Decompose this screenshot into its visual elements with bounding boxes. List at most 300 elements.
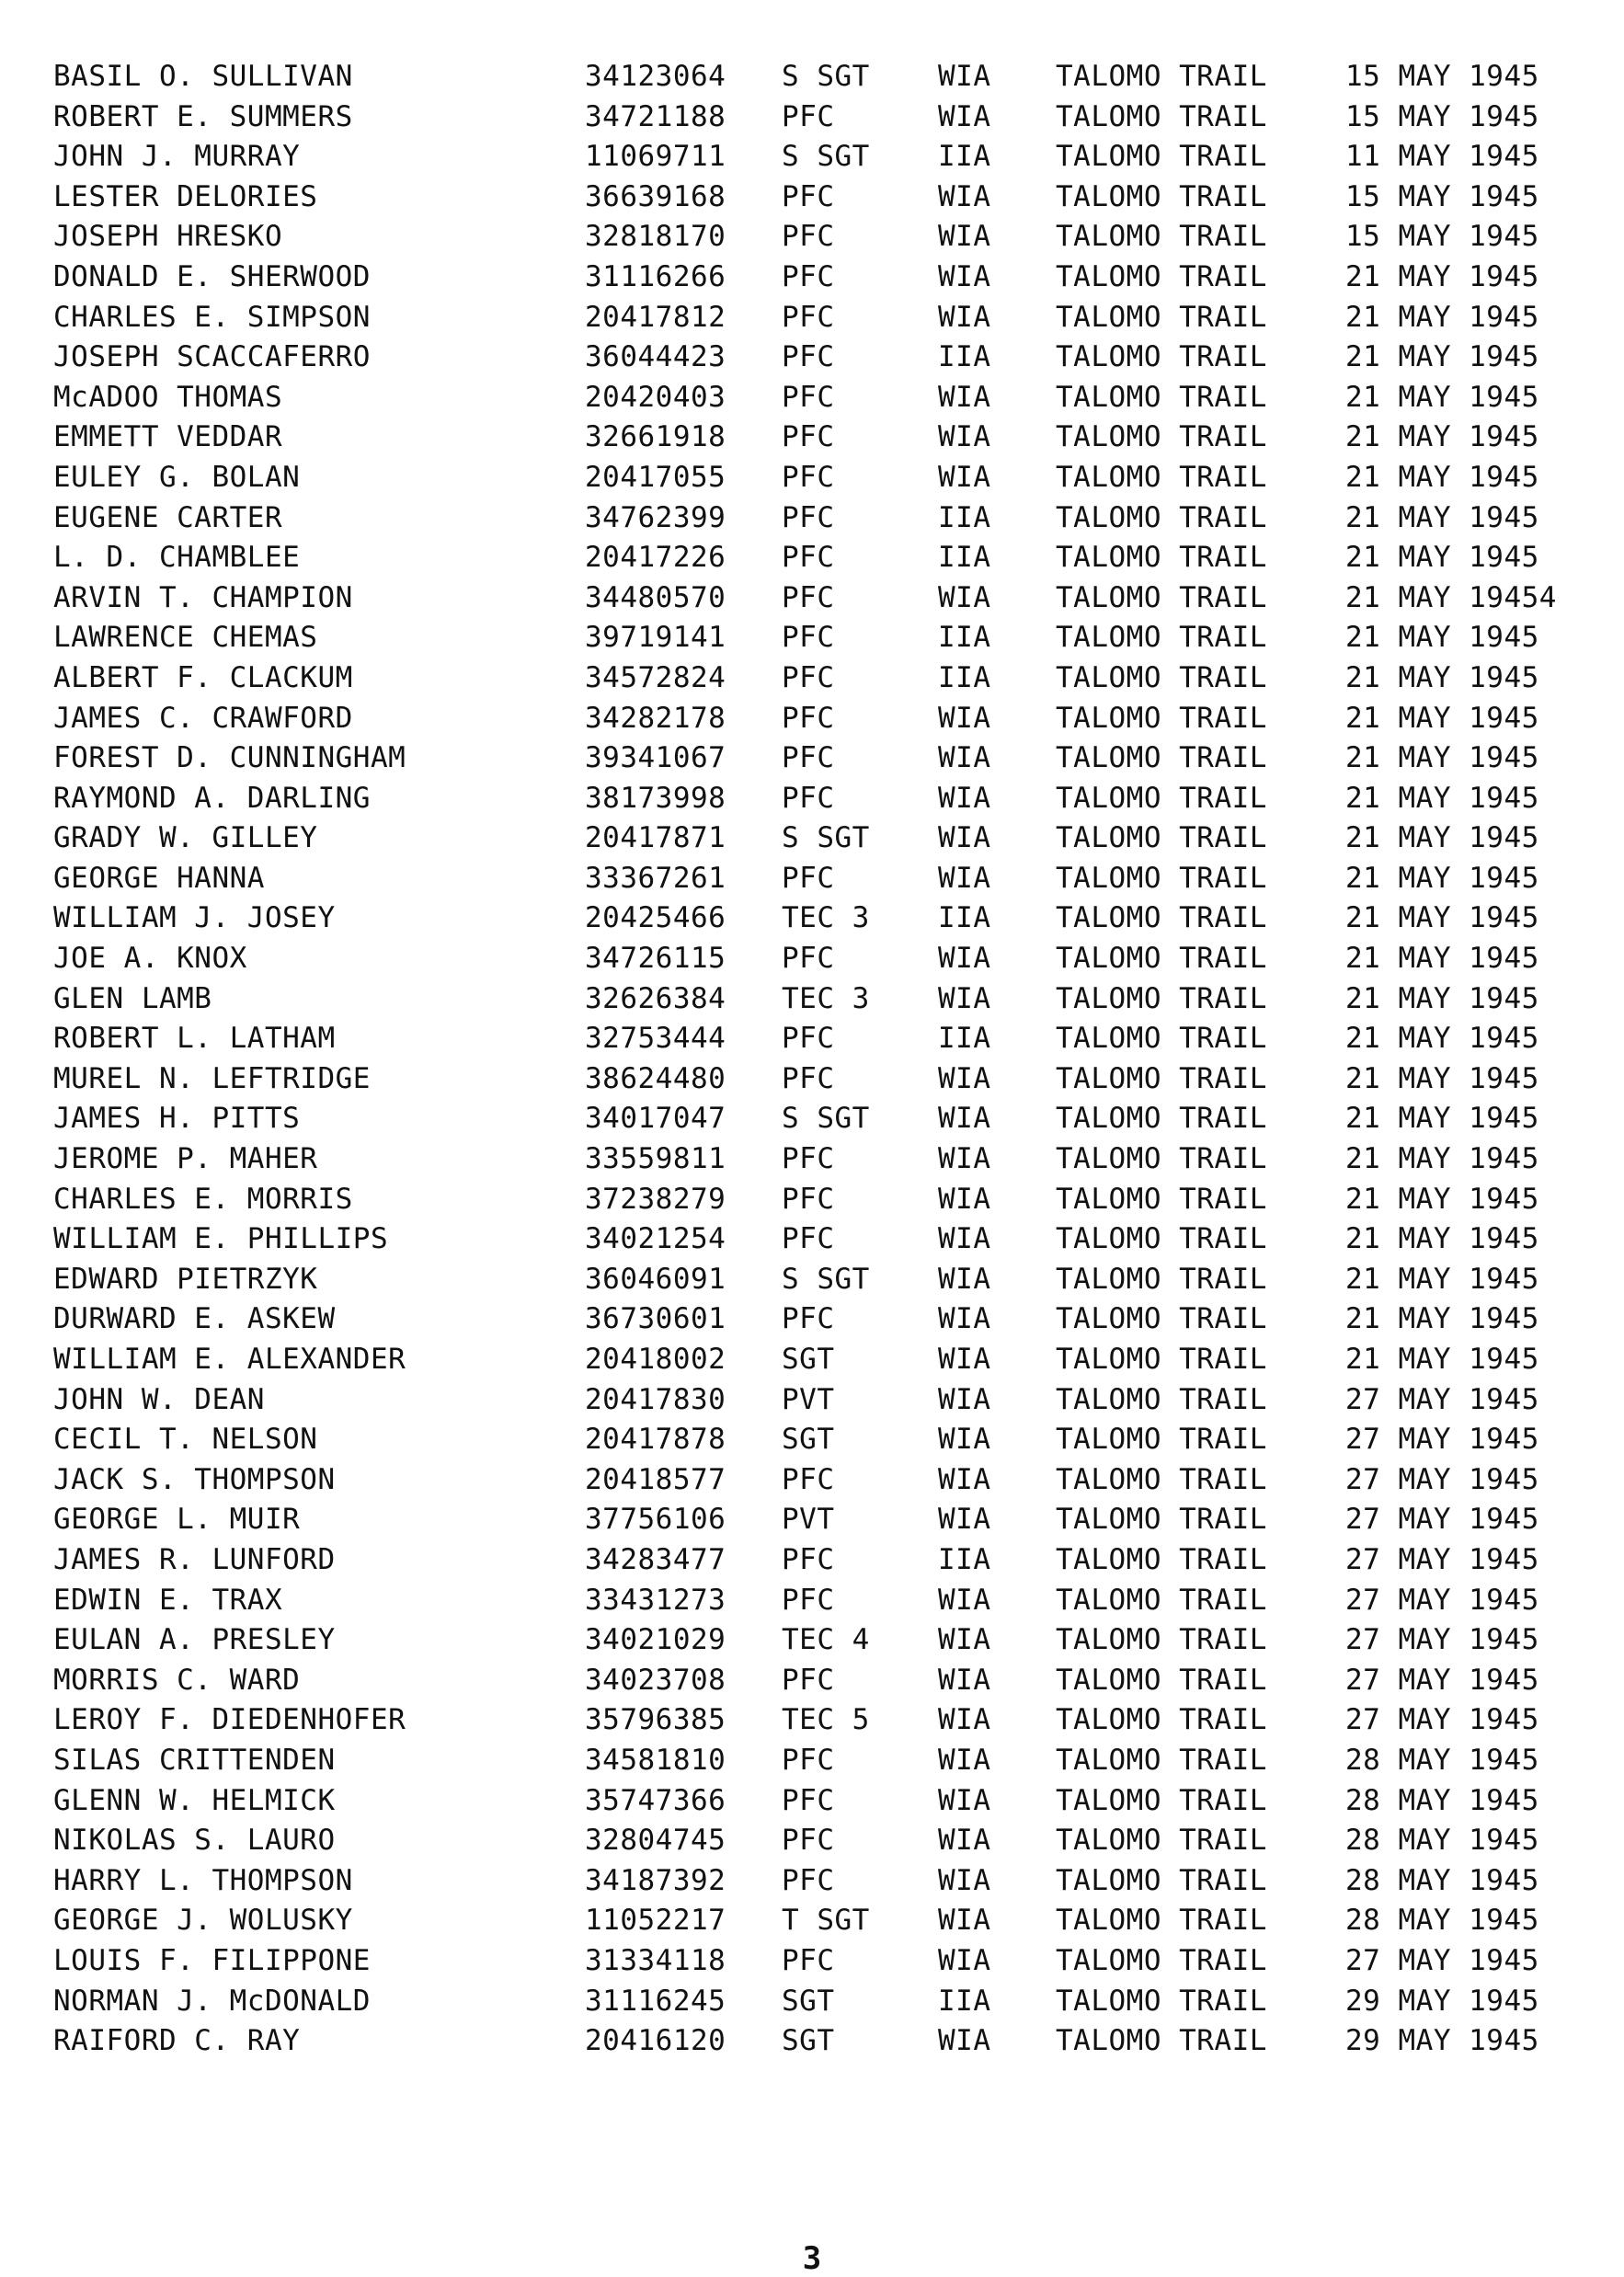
date: 21 MAY 1945 xyxy=(1345,1022,1539,1056)
soldier-name: DONALD E. SHERWOOD xyxy=(53,259,371,293)
roster-row xyxy=(0,97,1624,138)
roster-row xyxy=(0,1500,1624,1540)
roster-row xyxy=(0,578,1624,619)
soldier-name: GEORGE HANNA xyxy=(53,861,265,895)
date: 21 MAY 1945 xyxy=(1345,1302,1539,1336)
roster-row xyxy=(0,1982,1624,2022)
soldier-name: FOREST D. CUNNINGHAM xyxy=(53,741,406,775)
rank: PFC xyxy=(782,460,835,494)
rank: PFC xyxy=(782,420,835,454)
soldier-name: HARRY L. THOMPSON xyxy=(53,1863,353,1897)
casualty-status: WIA xyxy=(938,220,991,254)
roster-row xyxy=(0,1700,1624,1741)
rank: SGT xyxy=(782,1343,835,1376)
date: 21 MAY 1945 xyxy=(1345,259,1539,293)
roster-row xyxy=(0,1821,1624,1861)
roster-row xyxy=(0,738,1624,779)
roster-row xyxy=(0,458,1624,498)
casualty-status: WIA xyxy=(938,1863,991,1897)
location: TALOMO TRAIL xyxy=(1056,781,1267,815)
roster-row xyxy=(0,939,1624,979)
rank: SGT xyxy=(782,1423,835,1457)
location: TALOMO TRAIL xyxy=(1056,1423,1267,1457)
location: TALOMO TRAIL xyxy=(1056,2024,1267,2058)
serial-number: 31116266 xyxy=(585,259,726,293)
rank: PFC xyxy=(782,99,835,133)
serial-number: 37238279 xyxy=(585,1182,726,1216)
serial-number: 37756106 xyxy=(585,1503,726,1537)
roster-row xyxy=(0,1460,1624,1501)
casualty-status: WIA xyxy=(938,1102,991,1136)
roster-row xyxy=(0,979,1624,1020)
soldier-name: LAWRENCE CHEMAS xyxy=(53,621,318,655)
location: TALOMO TRAIL xyxy=(1056,99,1267,133)
date: 27 MAY 1945 xyxy=(1345,1943,1539,1977)
date: 29 MAY 1945 xyxy=(1345,2024,1539,2058)
roster-row xyxy=(0,1540,1624,1581)
date: 27 MAY 1945 xyxy=(1345,1462,1539,1496)
roster-row xyxy=(0,177,1624,218)
serial-number: 20425466 xyxy=(585,901,726,935)
date: 21 MAY 1945 xyxy=(1345,901,1539,935)
rank: PFC xyxy=(782,781,835,815)
soldier-name: WILLIAM J. JOSEY xyxy=(53,901,336,935)
soldier-name: LEROY F. DIEDENHOFER xyxy=(53,1703,406,1737)
roster-row xyxy=(0,1099,1624,1139)
rank: PFC xyxy=(782,1542,835,1576)
serial-number: 20417871 xyxy=(585,821,726,855)
casualty-status: IIA xyxy=(938,340,991,374)
roster-row xyxy=(0,378,1624,418)
rank: PFC xyxy=(782,1222,835,1256)
soldier-name: LOUIS F. FILIPPONE xyxy=(53,1943,371,1977)
date: 15 MAY 1945 xyxy=(1345,99,1539,133)
casualty-status: WIA xyxy=(938,460,991,494)
date: 21 MAY 1945 xyxy=(1345,781,1539,815)
roster-row xyxy=(0,2021,1624,2062)
soldier-name: LESTER DELORIES xyxy=(53,179,318,213)
roster-row xyxy=(0,137,1624,177)
date: 21 MAY 1945 xyxy=(1345,1061,1539,1095)
soldier-name: GLEN LAMB xyxy=(53,981,212,1015)
date: 21 MAY 1945 xyxy=(1345,1102,1539,1136)
rank: S SGT xyxy=(782,60,870,93)
casualty-status: WIA xyxy=(938,981,991,1015)
soldier-name: JOHN W. DEAN xyxy=(53,1382,265,1416)
serial-number: 34480570 xyxy=(585,580,726,614)
soldier-name: RAIFORD C. RAY xyxy=(53,2024,301,2058)
location: TALOMO TRAIL xyxy=(1056,1623,1267,1657)
roster-row xyxy=(0,898,1624,939)
serial-number: 34187392 xyxy=(585,1863,726,1897)
casualty-status: WIA xyxy=(938,1703,991,1737)
rank: PFC xyxy=(782,942,835,976)
serial-number: 36046091 xyxy=(585,1262,726,1296)
casualty-status: WIA xyxy=(938,701,991,735)
casualty-status: WIA xyxy=(938,1061,991,1095)
soldier-name: GEORGE L. MUIR xyxy=(53,1503,301,1537)
date: 28 MAY 1945 xyxy=(1345,1824,1539,1858)
casualty-status: WIA xyxy=(938,821,991,855)
date: 21 MAY 1945 xyxy=(1345,1262,1539,1296)
casualty-status: IIA xyxy=(938,500,991,534)
date: 21 MAY 1945 xyxy=(1345,981,1539,1015)
date: 21 MAY 1945 xyxy=(1345,660,1539,694)
date: 21 MAY 1945 xyxy=(1345,541,1539,575)
rank: PFC xyxy=(782,1743,835,1777)
casualty-status: WIA xyxy=(938,1623,991,1657)
casualty-status: WIA xyxy=(938,1583,991,1617)
rank: T SGT xyxy=(782,1904,870,1938)
soldier-name: JOHN J. MURRAY xyxy=(53,140,301,174)
casualty-status: WIA xyxy=(938,1783,991,1817)
location: TALOMO TRAIL xyxy=(1056,1142,1267,1176)
soldier-name: BASIL O. SULLIVAN xyxy=(53,60,353,93)
casualty-status: IIA xyxy=(938,901,991,935)
soldier-name: GEORGE J. WOLUSKY xyxy=(53,1904,353,1938)
rank: PFC xyxy=(782,259,835,293)
rank: PFC xyxy=(782,741,835,775)
location: TALOMO TRAIL xyxy=(1056,60,1267,93)
location: TALOMO TRAIL xyxy=(1056,741,1267,775)
serial-number: 20418002 xyxy=(585,1343,726,1376)
location: TALOMO TRAIL xyxy=(1056,1182,1267,1216)
location: TALOMO TRAIL xyxy=(1056,1663,1267,1697)
roster-row xyxy=(0,658,1624,699)
soldier-name: EULEY G. BOLAN xyxy=(53,460,301,494)
roster-row xyxy=(0,859,1624,899)
date: 28 MAY 1945 xyxy=(1345,1904,1539,1938)
serial-number: 36044423 xyxy=(585,340,726,374)
serial-number: 39719141 xyxy=(585,621,726,655)
serial-number: 20417830 xyxy=(585,1382,726,1416)
location: TALOMO TRAIL xyxy=(1056,861,1267,895)
casualty-status: WIA xyxy=(938,2024,991,2058)
location: TALOMO TRAIL xyxy=(1056,259,1267,293)
serial-number: 20417812 xyxy=(585,300,726,334)
serial-number: 31116245 xyxy=(585,1984,726,2018)
roster-row xyxy=(0,57,1624,97)
soldier-name: WILLIAM E. PHILLIPS xyxy=(53,1222,389,1256)
location: TALOMO TRAIL xyxy=(1056,340,1267,374)
soldier-name: L. D. CHAMBLEE xyxy=(53,541,301,575)
serial-number: 34017047 xyxy=(585,1102,726,1136)
rank: SGT xyxy=(782,1984,835,2018)
location: TALOMO TRAIL xyxy=(1056,1061,1267,1095)
roster-row xyxy=(0,699,1624,739)
serial-number: 36730601 xyxy=(585,1302,726,1336)
date: 11 MAY 1945 xyxy=(1345,140,1539,174)
casualty-status: WIA xyxy=(938,1423,991,1457)
rank: PFC xyxy=(782,300,835,334)
date: 21 MAY 1945 xyxy=(1345,1142,1539,1176)
date: 15 MAY 1945 xyxy=(1345,179,1539,213)
serial-number: 20418577 xyxy=(585,1462,726,1496)
location: TALOMO TRAIL xyxy=(1056,1343,1267,1376)
serial-number: 34282178 xyxy=(585,701,726,735)
serial-number: 34021029 xyxy=(585,1623,726,1657)
location: TALOMO TRAIL xyxy=(1056,1743,1267,1777)
casualty-status: WIA xyxy=(938,259,991,293)
location: TALOMO TRAIL xyxy=(1056,1863,1267,1897)
casualty-status: IIA xyxy=(938,621,991,655)
date: 21 MAY 1945 xyxy=(1345,340,1539,374)
page-number: 3 xyxy=(802,2240,822,2277)
rank: PFC xyxy=(782,701,835,735)
rank: PFC xyxy=(782,1583,835,1617)
rank: PFC xyxy=(782,660,835,694)
casualty-status: WIA xyxy=(938,861,991,895)
date: 21 MAY 1945 xyxy=(1345,500,1539,534)
rank: PFC xyxy=(782,1824,835,1858)
casualty-status: WIA xyxy=(938,1503,991,1537)
casualty-status: IIA xyxy=(938,1984,991,2018)
serial-number: 20417878 xyxy=(585,1423,726,1457)
date: 27 MAY 1945 xyxy=(1345,1382,1539,1416)
rank: PFC xyxy=(782,1663,835,1697)
casualty-status: WIA xyxy=(938,300,991,334)
soldier-name: JACK S. THOMPSON xyxy=(53,1462,336,1496)
serial-number: 34283477 xyxy=(585,1542,726,1576)
serial-number: 20416120 xyxy=(585,2024,726,2058)
casualty-status: WIA xyxy=(938,942,991,976)
location: TALOMO TRAIL xyxy=(1056,1542,1267,1576)
casualty-status: WIA xyxy=(938,1663,991,1697)
serial-number: 32661918 xyxy=(585,420,726,454)
rank: PFC xyxy=(782,1863,835,1897)
soldier-name: MUREL N. LEFTRIDGE xyxy=(53,1061,371,1095)
serial-number: 32753444 xyxy=(585,1022,726,1056)
casualty-status: WIA xyxy=(938,1462,991,1496)
location: TALOMO TRAIL xyxy=(1056,981,1267,1015)
soldier-name: ROBERT E. SUMMERS xyxy=(53,99,353,133)
soldier-name: MORRIS C. WARD xyxy=(53,1663,301,1697)
soldier-name: McADOO THOMAS xyxy=(53,380,283,414)
roster-row xyxy=(0,1581,1624,1621)
soldier-name: GLENN W. HELMICK xyxy=(53,1783,336,1817)
casualty-status: WIA xyxy=(938,420,991,454)
date: 27 MAY 1945 xyxy=(1345,1623,1539,1657)
date: 27 MAY 1945 xyxy=(1345,1663,1539,1697)
serial-number: 20420403 xyxy=(585,380,726,414)
soldier-name: EDWARD PIETRZYK xyxy=(53,1262,318,1296)
roster-row xyxy=(0,1219,1624,1260)
soldier-name: JOSEPH HRESKO xyxy=(53,220,283,254)
soldier-name: JEROME P. MAHER xyxy=(53,1142,318,1176)
roster-row xyxy=(0,1299,1624,1340)
date: 21 MAY 1945 xyxy=(1345,1222,1539,1256)
rank: PFC xyxy=(782,179,835,213)
roster-row xyxy=(0,1741,1624,1781)
location: TALOMO TRAIL xyxy=(1056,1262,1267,1296)
date: 21 MAY 1945 xyxy=(1345,741,1539,775)
casualty-status: WIA xyxy=(938,1904,991,1938)
serial-number: 32818170 xyxy=(585,220,726,254)
roster-row xyxy=(0,818,1624,859)
location: TALOMO TRAIL xyxy=(1056,220,1267,254)
casualty-status: WIA xyxy=(938,99,991,133)
serial-number: 32626384 xyxy=(585,981,726,1015)
roster-row xyxy=(0,1901,1624,1941)
location: TALOMO TRAIL xyxy=(1056,1824,1267,1858)
rank: PFC xyxy=(782,861,835,895)
serial-number: 34581810 xyxy=(585,1743,726,1777)
location: TALOMO TRAIL xyxy=(1056,942,1267,976)
rank: S SGT xyxy=(782,140,870,174)
rank: PFC xyxy=(782,541,835,575)
date: 21 MAY 1945 xyxy=(1345,300,1539,334)
date: 28 MAY 1945 xyxy=(1345,1743,1539,1777)
date: 21 MAY 1945 xyxy=(1345,821,1539,855)
casualty-status: WIA xyxy=(938,580,991,614)
soldier-name: JOE A. KNOX xyxy=(53,942,247,976)
rank: PFC xyxy=(782,1142,835,1176)
date: 15 MAY 1945 xyxy=(1345,60,1539,93)
serial-number: 39341067 xyxy=(585,741,726,775)
roster-row xyxy=(0,498,1624,539)
date: 27 MAY 1945 xyxy=(1345,1703,1539,1737)
date: 21 MAY 1945 xyxy=(1345,1343,1539,1376)
date: 15 MAY 1945 xyxy=(1345,220,1539,254)
serial-number: 32804745 xyxy=(585,1824,726,1858)
roster-row xyxy=(0,1059,1624,1100)
location: TALOMO TRAIL xyxy=(1056,1984,1267,2018)
serial-number: 38624480 xyxy=(585,1061,726,1095)
location: TALOMO TRAIL xyxy=(1056,1022,1267,1056)
rank: PFC xyxy=(782,500,835,534)
rank: PFC xyxy=(782,220,835,254)
location: TALOMO TRAIL xyxy=(1056,660,1267,694)
date: 27 MAY 1945 xyxy=(1345,1542,1539,1576)
location: TALOMO TRAIL xyxy=(1056,1222,1267,1256)
soldier-name: ARVIN T. CHAMPION xyxy=(53,580,353,614)
serial-number: 34021254 xyxy=(585,1222,726,1256)
casualty-status: WIA xyxy=(938,1222,991,1256)
rank: TEC 3 xyxy=(782,981,870,1015)
soldier-name: WILLIAM E. ALEXANDER xyxy=(53,1343,406,1376)
location: TALOMO TRAIL xyxy=(1056,1462,1267,1496)
serial-number: 31334118 xyxy=(585,1943,726,1977)
location: TALOMO TRAIL xyxy=(1056,380,1267,414)
location: TALOMO TRAIL xyxy=(1056,1583,1267,1617)
location: TALOMO TRAIL xyxy=(1056,580,1267,614)
soldier-name: CHARLES E. SIMPSON xyxy=(53,300,371,334)
roster-row xyxy=(0,1260,1624,1300)
location: TALOMO TRAIL xyxy=(1056,901,1267,935)
rank: TEC 4 xyxy=(782,1623,870,1657)
location: TALOMO TRAIL xyxy=(1056,1904,1267,1938)
roster-row xyxy=(0,217,1624,257)
casualty-status: WIA xyxy=(938,1182,991,1216)
date: 27 MAY 1945 xyxy=(1345,1503,1539,1537)
casualty-roster xyxy=(0,57,1624,2062)
date: 28 MAY 1945 xyxy=(1345,1783,1539,1817)
date: 28 MAY 1945 xyxy=(1345,1863,1539,1897)
date: 21 MAY 1945 xyxy=(1345,942,1539,976)
location: TALOMO TRAIL xyxy=(1056,420,1267,454)
roster-row xyxy=(0,1139,1624,1180)
soldier-name: EULAN A. PRESLEY xyxy=(53,1623,336,1657)
casualty-status: WIA xyxy=(938,741,991,775)
rank: PFC xyxy=(782,1061,835,1095)
rank: PFC xyxy=(782,380,835,414)
location: TALOMO TRAIL xyxy=(1056,701,1267,735)
date: 21 MAY 1945 xyxy=(1345,701,1539,735)
location: TALOMO TRAIL xyxy=(1056,500,1267,534)
rank: PFC xyxy=(782,1022,835,1056)
serial-number: 38173998 xyxy=(585,781,726,815)
serial-number: 35747366 xyxy=(585,1783,726,1817)
soldier-name: SILAS CRITTENDEN xyxy=(53,1743,336,1777)
rank: TEC 3 xyxy=(782,901,870,935)
casualty-status: WIA xyxy=(938,1343,991,1376)
rank: PFC xyxy=(782,621,835,655)
roster-row xyxy=(0,418,1624,458)
rank: PFC xyxy=(782,1302,835,1336)
roster-row xyxy=(0,1340,1624,1380)
serial-number: 33431273 xyxy=(585,1583,726,1617)
date: 21 MAY 1945 xyxy=(1345,380,1539,414)
soldier-name: CECIL T. NELSON xyxy=(53,1423,318,1457)
location: TALOMO TRAIL xyxy=(1056,1943,1267,1977)
soldier-name: EDWIN E. TRAX xyxy=(53,1583,283,1617)
soldier-name: RAYMOND A. DARLING xyxy=(53,781,371,815)
casualty-status: WIA xyxy=(938,1302,991,1336)
serial-number: 34123064 xyxy=(585,60,726,93)
roster-row xyxy=(0,1941,1624,1982)
date: 21 MAY 19454 xyxy=(1345,580,1557,614)
location: TALOMO TRAIL xyxy=(1056,541,1267,575)
casualty-status: IIA xyxy=(938,1022,991,1056)
casualty-status: WIA xyxy=(938,179,991,213)
casualty-status: IIA xyxy=(938,660,991,694)
rank: PVT xyxy=(782,1382,835,1416)
soldier-name: CHARLES E. MORRIS xyxy=(53,1182,353,1216)
serial-number: 11069711 xyxy=(585,140,726,174)
serial-number: 35796385 xyxy=(585,1703,726,1737)
soldier-name: ALBERT F. CLACKUM xyxy=(53,660,353,694)
rank: PFC xyxy=(782,1462,835,1496)
location: TALOMO TRAIL xyxy=(1056,1382,1267,1416)
date: 21 MAY 1945 xyxy=(1345,861,1539,895)
rank: TEC 5 xyxy=(782,1703,870,1737)
roster-row xyxy=(0,618,1624,658)
location: TALOMO TRAIL xyxy=(1056,179,1267,213)
casualty-status: WIA xyxy=(938,1824,991,1858)
roster-row xyxy=(0,1019,1624,1059)
roster-row xyxy=(0,1781,1624,1822)
serial-number: 11052217 xyxy=(585,1904,726,1938)
rank: S SGT xyxy=(782,1262,870,1296)
casualty-status: IIA xyxy=(938,541,991,575)
casualty-status: WIA xyxy=(938,1382,991,1416)
serial-number: 20417055 xyxy=(585,460,726,494)
soldier-name: NORMAN J. McDONALD xyxy=(53,1984,371,2018)
roster-row xyxy=(0,338,1624,378)
serial-number: 34023708 xyxy=(585,1663,726,1697)
date: 21 MAY 1945 xyxy=(1345,621,1539,655)
serial-number: 34726115 xyxy=(585,942,726,976)
location: TALOMO TRAIL xyxy=(1056,621,1267,655)
soldier-name: JAMES R. LUNFORD xyxy=(53,1542,336,1576)
location: TALOMO TRAIL xyxy=(1056,1503,1267,1537)
soldier-name: DURWARD E. ASKEW xyxy=(53,1302,336,1336)
casualty-status: IIA xyxy=(938,140,991,174)
date: 21 MAY 1945 xyxy=(1345,420,1539,454)
soldier-name: JAMES C. CRAWFORD xyxy=(53,701,353,735)
casualty-status: WIA xyxy=(938,1262,991,1296)
rank: PFC xyxy=(782,1783,835,1817)
